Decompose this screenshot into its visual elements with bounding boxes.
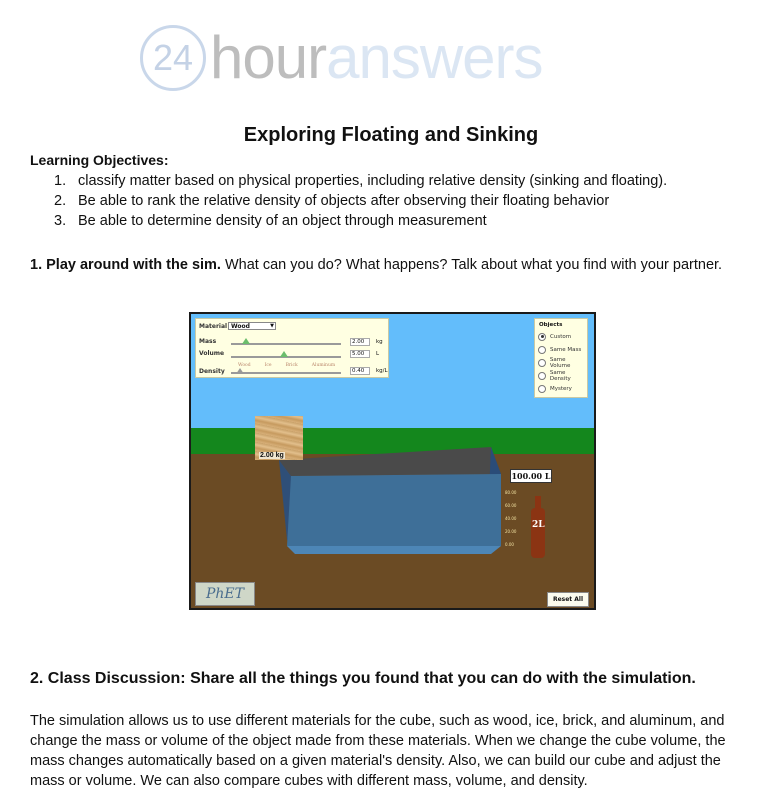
question-1-bold: 1. Play around with the sim. xyxy=(30,257,221,273)
chevron-down-icon: ▼ xyxy=(270,323,274,329)
reset-all-button[interactable]: Reset All xyxy=(547,592,589,607)
material-label: Material xyxy=(199,323,228,330)
radio-icon xyxy=(538,385,546,393)
answer-paragraph: The simulation allows us to use different materials for the cube, such as wood, ice, brick, and aluminum, and change the mass or volume of the object made from these materials. When we change the cube volume, the mass changes automatically based on a given material's density. Also, we can build our cube and adjust the mass or volume. We can also compare cubes with different mass, volume, and density. xyxy=(30,713,726,789)
phet-logo[interactable]: PhET xyxy=(195,582,255,606)
material-dropdown[interactable]: Wood ▼ xyxy=(228,322,276,330)
logo-text-answers: answers xyxy=(326,24,543,91)
object-option-mystery[interactable]: Mystery xyxy=(538,382,587,395)
question-1 xyxy=(30,257,722,273)
simulation-screenshot xyxy=(189,312,596,610)
question-1-text: What can you do? What happens? Talk about what you find with your partner. xyxy=(220,257,723,273)
bottle-icon xyxy=(531,508,545,558)
density-materials: Wood Ice Brick Aluminum xyxy=(238,363,336,368)
mass-label: Mass xyxy=(199,338,217,345)
mass-value[interactable]: 2.00 xyxy=(350,338,370,346)
radio-selected-icon xyxy=(538,333,546,341)
volume-label: Volume xyxy=(199,350,225,357)
object-option-same-volume[interactable]: Same Volume xyxy=(538,356,587,369)
document-title: Exploring Floating and Sinking xyxy=(243,124,539,146)
objective-item: 2. Be able to rank the relative density of objects after observing their floating behavior xyxy=(54,193,610,209)
sim-control-panel xyxy=(195,318,389,378)
radio-icon xyxy=(538,346,546,354)
objects-panel xyxy=(534,318,588,398)
object-option-same-density[interactable]: Same Density xyxy=(538,369,587,382)
radio-icon xyxy=(538,372,546,380)
objectives-heading: Learning Objectives: xyxy=(30,152,169,168)
objective-item: 3. Be able to determine density of an object through measurement xyxy=(54,213,487,229)
pool-volume-readout: 100.00 L xyxy=(511,471,551,481)
objective-item: 1. classify matter based on physical properties, including relative density (sinking and floating). xyxy=(54,173,668,189)
volume-slider-thumb[interactable] xyxy=(280,351,288,357)
volume-scale: 80.00 60.00 40.00 20.00 0.00 xyxy=(505,490,517,547)
logo-circle: 24 xyxy=(140,25,206,91)
density-slider[interactable] xyxy=(231,372,341,374)
object-option-same-mass[interactable]: Same Mass xyxy=(538,343,587,356)
site-logo xyxy=(140,20,543,96)
logo-text-hour: hour xyxy=(210,24,327,91)
mass-slider-thumb[interactable] xyxy=(242,338,250,344)
radio-icon xyxy=(538,359,546,367)
mass-unit: kg xyxy=(376,339,383,345)
cube-mass-label: 2.00 kg xyxy=(260,452,284,459)
volume-value[interactable]: 5.00 xyxy=(350,350,370,358)
objectives-list xyxy=(54,171,667,231)
volume-unit: L xyxy=(376,351,380,357)
object-option-custom[interactable]: Custom xyxy=(538,330,587,343)
density-unit: kg/L xyxy=(376,368,388,374)
density-slider-thumb[interactable] xyxy=(236,368,244,374)
objects-heading: Objects xyxy=(539,322,563,328)
bottle-label-text: 2L xyxy=(532,520,545,530)
density-label: Density xyxy=(199,368,225,375)
density-value: 0.40 xyxy=(350,367,370,375)
question-2: 2. Class Discussion: Share all the things you found that you can do with the simulation. xyxy=(30,670,696,687)
